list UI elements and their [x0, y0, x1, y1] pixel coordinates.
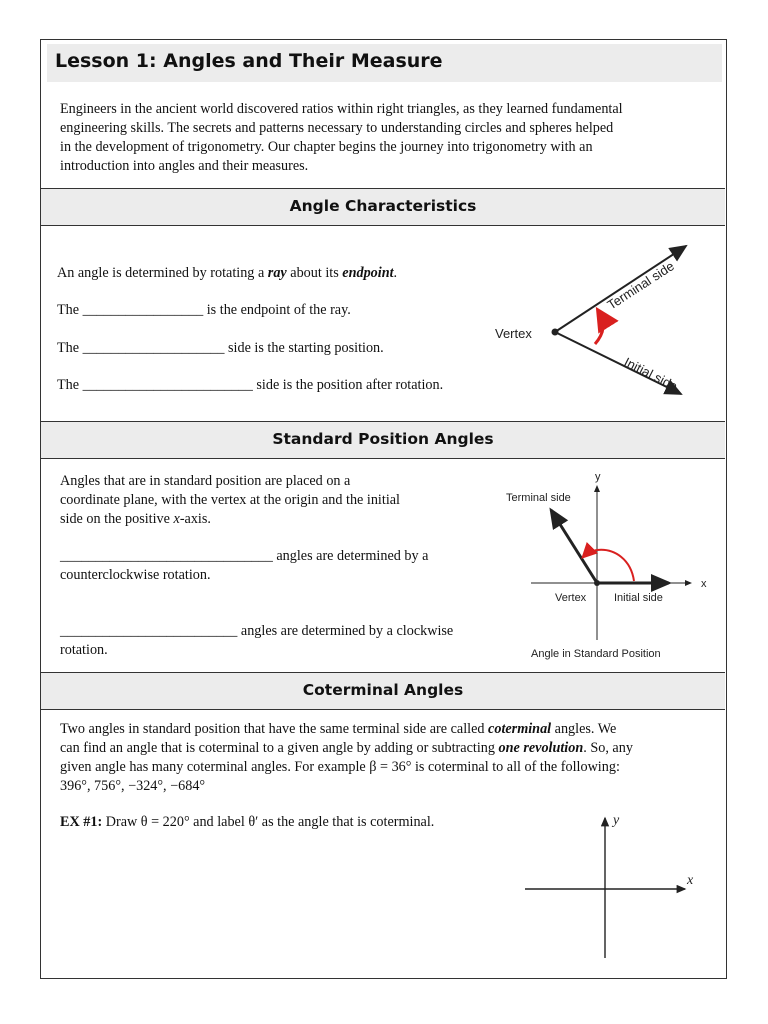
text-line [60, 720, 633, 739]
vertex-label: Vertex [495, 326, 532, 341]
definition-text: about its [286, 265, 343, 281]
definition-text: An angle is determined by rotating a [57, 265, 268, 281]
initial-side-label: Initial side [621, 354, 680, 394]
y-axis-label: y [595, 471, 601, 483]
fill-in-negative: _________________________ angles are determined by a clockwise [60, 623, 454, 639]
angle-diagram [481, 232, 721, 402]
y-axis-label: y [613, 813, 620, 828]
text-line: rotation. [60, 642, 108, 658]
x-variable: x [173, 511, 180, 527]
example-label: EX #1: [60, 814, 103, 830]
fill-in-positive: ______________________________ angles are determined by a [60, 548, 429, 564]
intro-paragraph [60, 100, 623, 176]
intro-line: in the development of trigonometry. Our chapter begins the journey into trigonometry with an [60, 139, 593, 155]
ray-term: ray [267, 265, 287, 281]
one-revolution-term: one revolution [498, 740, 584, 756]
worksheet-page [40, 39, 727, 979]
section-heading: Angle Characteristics [289, 197, 477, 215]
fill-in-vertex: The _________________ is the endpoint of the ray. [57, 302, 351, 318]
fill-in-initial: The ____________________ side is the starting position. [57, 340, 384, 356]
standard-position-diagram [497, 464, 717, 664]
text-line: coordinate plane, with the vertex at the origin and the initial [60, 492, 400, 508]
intro-line: engineering skills. The secrets and patterns necessary to understanding circles and spheres helped [60, 120, 614, 136]
example-1 [60, 813, 434, 832]
figure-caption: Angle in Standard Position [531, 648, 661, 660]
section-header-angle-characteristics [41, 188, 725, 226]
terminal-side-label: Terminal side [506, 492, 571, 504]
initial-side-label: Initial side [614, 592, 663, 604]
intro-line: Engineers in the ancient world discovered ratios within right triangles, as they learned fundamental [60, 101, 623, 117]
lesson-title-bar [47, 44, 722, 82]
coterminal-term: coterminal [488, 721, 552, 737]
text-line [60, 510, 400, 529]
text-line: counterclockwise rotation. [60, 567, 211, 583]
rotation-arrow [595, 312, 603, 344]
vertex-point [552, 329, 559, 336]
vertex-label: Vertex [555, 592, 587, 604]
angle-definition [57, 264, 397, 283]
section-header-coterminal [41, 672, 725, 710]
x-axis-label: x [687, 873, 694, 888]
text-line [60, 739, 633, 758]
fill-in-terminal: The ________________________ side is the position after rotation. [57, 377, 444, 393]
text-span: Two angles in standard position that have the same terminal side are called [60, 721, 489, 737]
text-span: angles. We [551, 721, 617, 737]
text-line: Angles that are in standard position are placed on a [60, 473, 351, 489]
text-span: can find an angle that is coterminal to a given angle by adding or subtracting [60, 740, 499, 756]
section-header-standard-position [41, 421, 725, 459]
x-axis-label: x [701, 578, 707, 590]
text-span: side on the positive [60, 511, 174, 527]
text-span: . So, any [583, 740, 633, 756]
negative-angle-fill [60, 622, 453, 660]
endpoint-term: endpoint [342, 265, 394, 281]
terminal-side-label: Terminal side [604, 258, 677, 313]
section-heading: Standard Position Angles [272, 430, 494, 448]
text-line: 396°, 756°, −324°, −684° [60, 778, 206, 794]
lesson-title: Lesson 1: Angles and Their Measure [55, 50, 443, 72]
standard-position-text [60, 472, 400, 529]
positive-angle-fill [60, 547, 428, 585]
section-heading: Coterminal Angles [302, 681, 464, 699]
coterminal-text [60, 720, 633, 796]
origin-point [594, 580, 600, 586]
text-line: given angle has many coterminal angles. For example β = 36° is coterminal to all of the following: [60, 759, 620, 775]
blank-axes-diagram [517, 810, 717, 962]
terminal-ray [551, 510, 597, 583]
text-span: -axis. [179, 511, 211, 527]
example-text: Draw θ = 220° and label θ′ as the angle that is coterminal. [102, 814, 435, 830]
definition-text: . [393, 265, 398, 281]
intro-line: introduction into angles and their measures. [60, 158, 309, 174]
